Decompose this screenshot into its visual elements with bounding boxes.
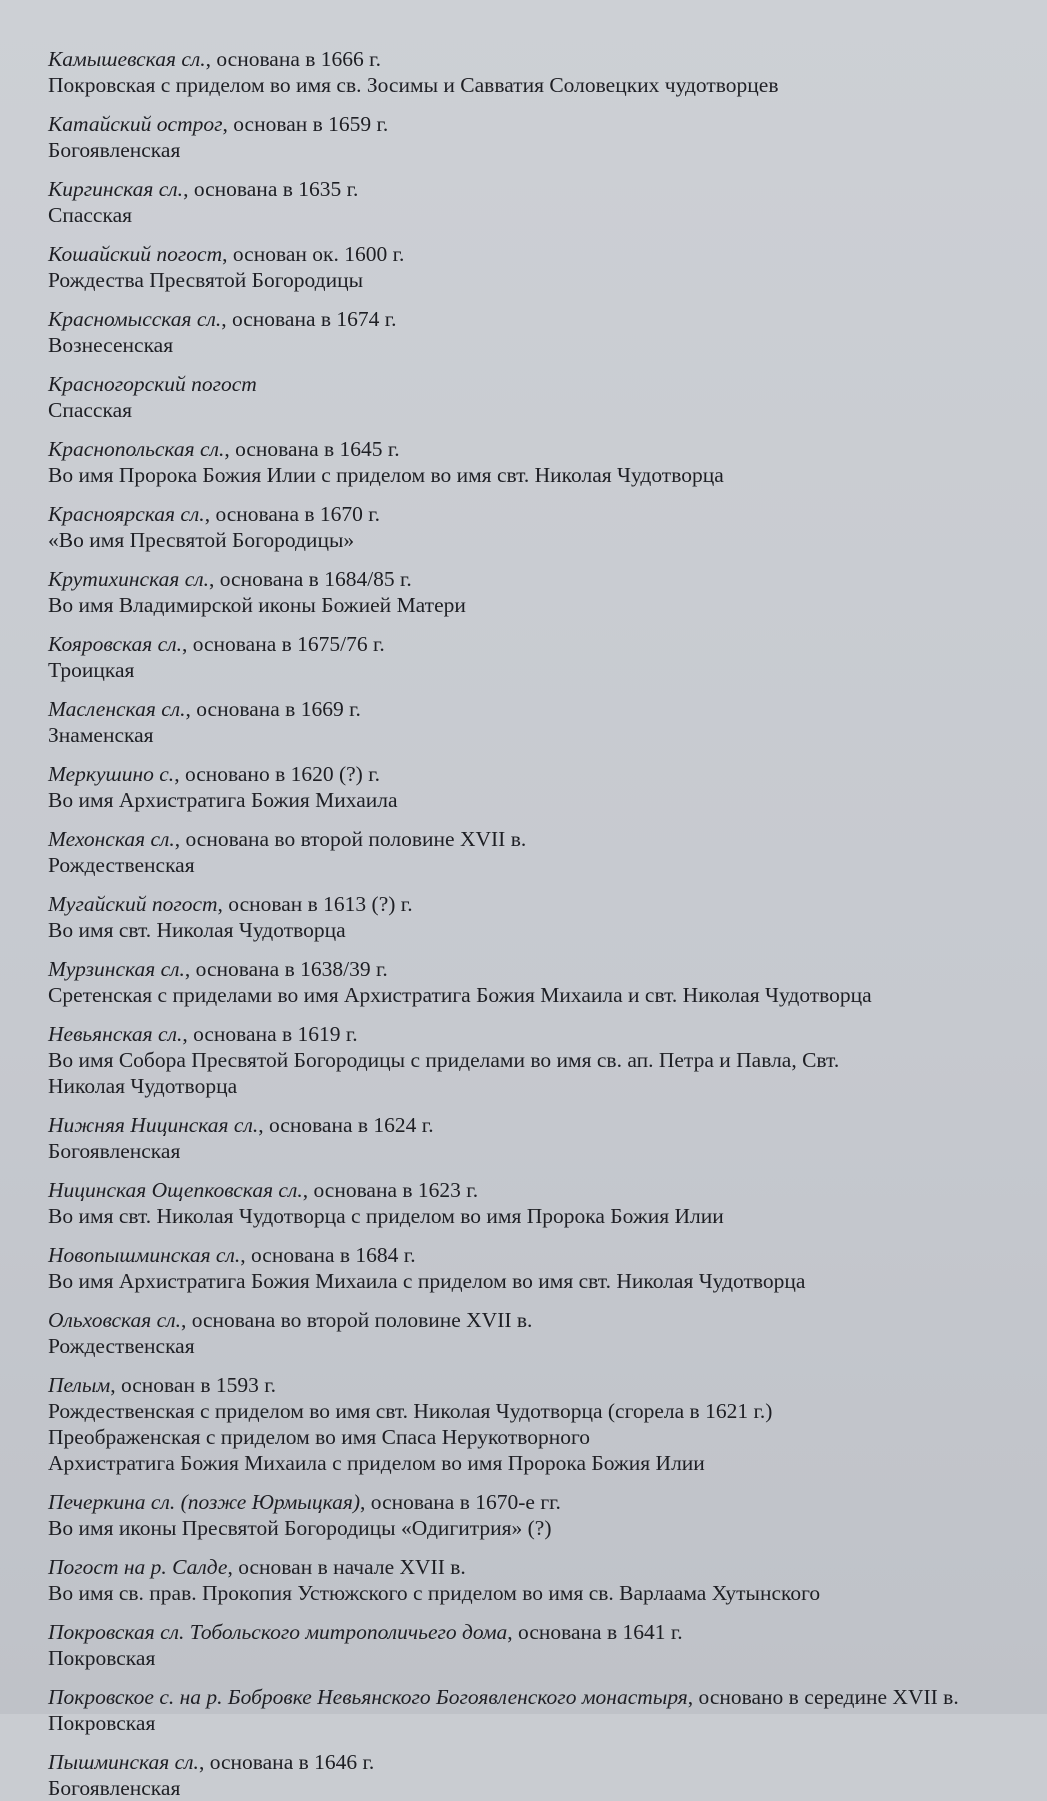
list-item [48,1619,1027,1671]
list-item [48,1307,1027,1359]
founding-note: , основана в 1638/39 г. [184,957,388,981]
list-item [48,1021,1027,1099]
place-name: Красномысская сл. [48,307,222,331]
founding-note: , основана в 1623 г. [302,1178,479,1202]
entry-heading [48,46,1027,72]
entry-heading [48,1021,1027,1047]
place-name: Ницинская Ощепковская сл. [48,1178,303,1202]
founding-note: , основана в 1675/76 г. [181,632,385,656]
list-item [48,46,1027,98]
list-item [48,1684,1027,1736]
founding-note: , основана в 1624 г. [258,1113,434,1137]
church-name: Рождества Пресвятой Богородицы [48,268,364,292]
church-name: Архистратига Божия Михаила с приделом во имя Пророка Божия Илии [48,1451,705,1475]
entry-heading [48,1749,1027,1775]
entry-heading [48,1619,1027,1645]
founding-note: , основан в 1613 (?) г. [217,892,413,916]
list-item [48,1489,1027,1541]
place-name: Невьянская сл. [48,1022,183,1046]
list-item [48,956,1027,1008]
founding-note: , основана во второй половине XVII в. [174,827,527,851]
church-name: Богоявленская [48,138,181,162]
entry-heading [48,631,1027,657]
church-name: Во имя Владимирской иконы Божией Матери [48,593,466,617]
place-name: Кояровская сл. [48,632,182,656]
church-name: Во имя Собора Пресвятой Богородицы с приделами во имя св. ап. Петра и Павла, Свт. [48,1048,840,1072]
entry-heading [48,501,1027,527]
list-item [48,1749,1027,1801]
place-name: Пелым [48,1373,111,1397]
place-name: Камышевская сл. [48,47,206,71]
founding-note: , основан в начале XVII в. [227,1555,466,1579]
list-item [48,1177,1027,1229]
church-name: Николая Чудотворца [48,1074,238,1098]
church-name: Рождественская [48,853,195,877]
founding-note: , основана во второй половине XVII в. [180,1308,533,1332]
church-name: Богоявленская [48,1139,181,1163]
founding-note: , основана в 1646 г. [198,1750,375,1774]
founding-note: , основана в 1670-е гг. [360,1490,561,1514]
founding-note: , основана в 1684/85 г. [209,567,412,591]
place-name: Новопышминская сл. [48,1243,241,1267]
founding-note: , основана в 1641 г. [507,1620,683,1644]
place-name: Крутихинская сл. [48,567,209,591]
place-name: Кошайский погост [48,242,223,266]
place-name: Нижняя Ницинская сл. [48,1113,259,1137]
place-name: Печеркина сл. (позже Юрмыцкая) [48,1490,361,1514]
place-name: Меркушино с. [48,762,175,786]
list-item [48,1554,1027,1606]
place-name: Катайский острог [48,112,223,136]
list-item [48,371,1027,423]
place-name: Красноярская сл. [48,502,205,526]
place-name: Краснопольская сл. [48,437,225,461]
place-name: Ольховская сл. [48,1308,181,1332]
entry-heading [48,1372,1027,1398]
place-name: Покровское с. на р. Бобровке Невьянского Богоявленского монастыря [48,1685,688,1709]
founding-note: , основано в 1620 (?) г. [174,762,380,786]
founding-note: , основана в 1635 г. [183,177,359,201]
entry-heading [48,306,1027,332]
place-name: Масленская сл. [48,697,186,721]
church-name: Во имя Архистратига Божия Михаила [48,788,398,812]
entry-heading [48,696,1027,722]
place-name: Красногорский погост [48,372,257,396]
place-name: Покровская сл. Тобольского митрополичьего дома [48,1620,508,1644]
church-name: Знаменская [48,723,154,747]
place-name: Мугайский погост [48,892,218,916]
founding-note: , основана в 1684 г. [240,1243,416,1267]
entry-heading [48,1112,1027,1138]
entry-heading [48,1489,1027,1515]
entry-heading [48,1554,1027,1580]
founding-note: , основано в середине XVII в. [687,1685,959,1709]
church-name: Во имя Архистратига Божия Михаила с приделом во имя свт. Николая Чудотворца [48,1269,806,1293]
church-name: Рождественская [48,1334,195,1358]
place-name: Мехонская сл. [48,827,175,851]
list-item [48,826,1027,878]
list-item [48,1372,1027,1476]
entry-heading [48,566,1027,592]
founding-note: , основана в 1645 г. [224,437,400,461]
founding-note: , основан в 1659 г. [222,112,389,136]
founding-note: , основан ок. 1600 г. [222,242,405,266]
list-item [48,501,1027,553]
entry-heading [48,241,1027,267]
founding-note: , основана в 1670 г. [204,502,381,526]
church-name: Сретенская с приделами во имя Архистратига Божия Михаила и свт. Николая Чудотворца [48,983,872,1007]
founding-note: , основана в 1666 г. [205,47,381,71]
church-name: Во имя иконы Пресвятой Богородицы «Одигитрия» (?) [48,1516,552,1540]
place-name: Пышминская сл. [48,1750,199,1774]
list-item [48,111,1027,163]
list-item [48,696,1027,748]
entry-heading [48,1307,1027,1333]
list-item [48,761,1027,813]
entry-heading [48,1177,1027,1203]
entry-heading [48,436,1027,462]
entry-heading [48,761,1027,787]
list-item [48,241,1027,293]
place-name: Мурзинская сл. [48,957,185,981]
church-name: Вознесенская [48,333,174,357]
entry-list [48,46,1027,1801]
list-item [48,176,1027,228]
church-name: «Во имя Пресвятой Богородицы» [48,528,355,552]
founding-note: , основан в 1593 г. [110,1373,276,1397]
church-name: Рождественская с приделом во имя свт. Николая Чудотворца (сгорела в 1621 г.) [48,1399,773,1423]
entry-heading [48,826,1027,852]
list-item [48,631,1027,683]
place-name: Киргинская сл. [48,177,184,201]
church-name: Покровская [48,1646,156,1670]
church-name: Во имя свт. Николая Чудотворца с приделом во имя Пророка Божия Илии [48,1204,724,1228]
list-item [48,1112,1027,1164]
entry-heading [48,371,1027,397]
church-name: Во имя Пророка Божия Илии с приделом во имя свт. Николая Чудотворца [48,463,724,487]
church-name: Троицкая [48,658,135,682]
place-name: Погост на р. Салде [48,1555,228,1579]
entry-heading [48,176,1027,202]
entry-heading [48,1684,1027,1710]
church-name: Покровская [48,1711,156,1735]
entry-heading [48,891,1027,917]
list-item [48,566,1027,618]
list-item [48,306,1027,358]
church-name: Во имя св. прав. Прокопия Устюжского с приделом во имя св. Варлаама Хутынского [48,1581,821,1605]
founding-note: , основана в 1674 г. [221,307,397,331]
list-item [48,1242,1027,1294]
founding-note: , основана в 1669 г. [185,697,361,721]
list-item [48,891,1027,943]
church-name: Преображенская с приделом во имя Спаса Нерукотворного [48,1425,591,1449]
church-name: Богоявленская [48,1776,181,1800]
entry-heading [48,956,1027,982]
church-name: Спасская [48,203,133,227]
entry-heading [48,111,1027,137]
founding-note: , основана в 1619 г. [182,1022,358,1046]
church-name: Во имя свт. Николая Чудотворца [48,918,346,942]
church-name: Спасская [48,398,133,422]
entry-heading [48,1242,1027,1268]
church-name: Покровская с приделом во имя св. Зосимы и Савватия Соловецких чудотворцев [48,73,779,97]
list-item [48,436,1027,488]
